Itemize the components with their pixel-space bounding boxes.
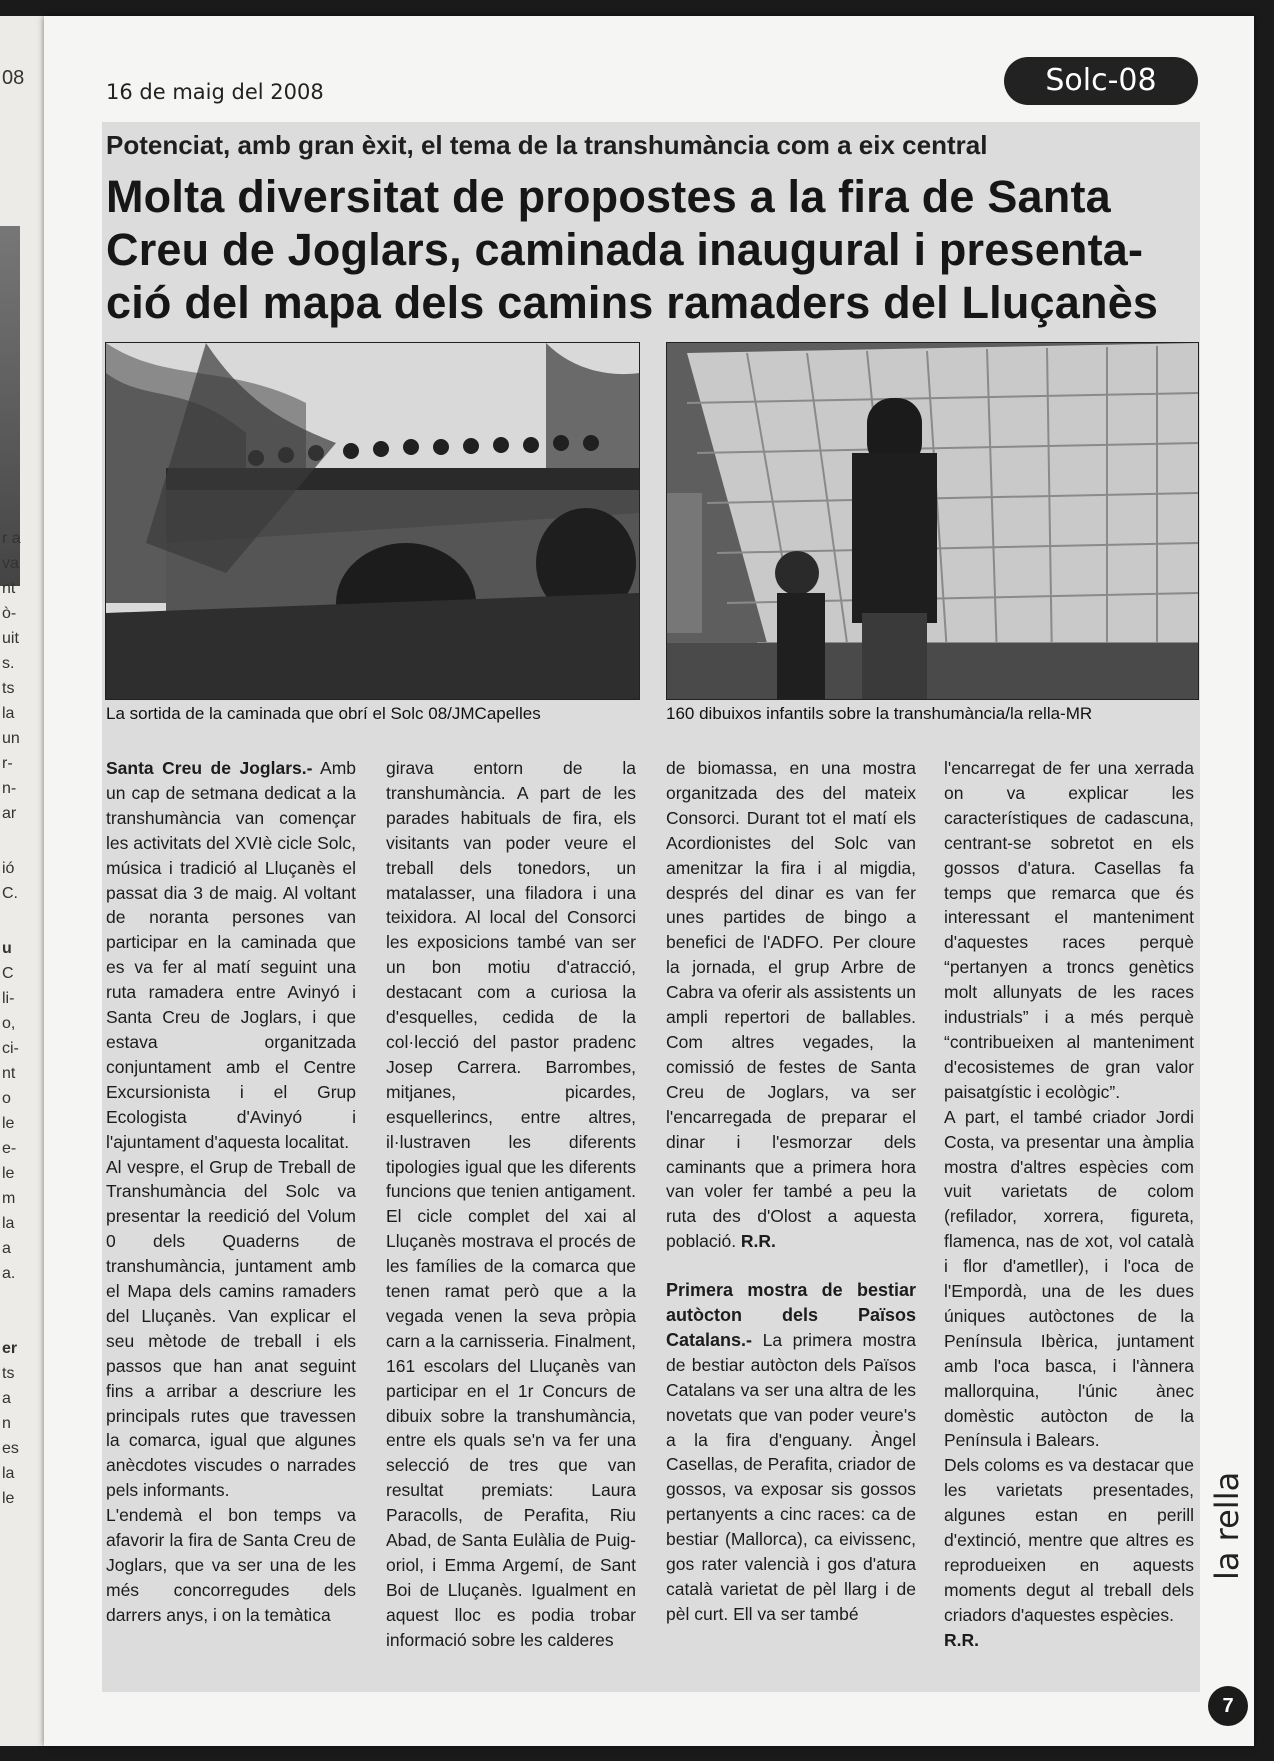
adjacent-page-fragment: C: [2, 965, 14, 982]
adjacent-page-fragment: uit: [2, 630, 19, 647]
adjacent-page-fragment: n-: [2, 780, 17, 797]
children-drawings-photo: [666, 342, 1199, 700]
adjacent-page-fragment: ió: [2, 860, 15, 877]
author-signature: R.R.: [944, 1629, 979, 1650]
adjacent-page-fragment: un: [2, 730, 20, 747]
article-paragraph: A part, el també criador Jordi Costa, va presentar una àmplia mostra d'altres espècies com vuit varietats de colom (refilador, xorrera, figureta, flamenca, nas de xot, vol català i flor d'ametller), i l'oca de l'Empordà, una de les dues úniques autòctones de la Península Ibèrica, juntament amb l'oca basca, i l'ànnera mallorquina, l'únic ànec domèstic autòcton de la Península i Balears.: [944, 1106, 1194, 1451]
adjacent-page-fragment: a: [2, 1240, 11, 1257]
dateline: Santa Creu de Joglars.-: [106, 758, 313, 778]
drawings-photo-illustration: [667, 343, 1198, 699]
adjacent-page-fragment: le: [2, 1165, 15, 1182]
article-paragraph: [944, 1628, 1194, 1653]
adjacent-page-fragment: o,: [2, 1015, 16, 1032]
article-column: [106, 756, 356, 1628]
adjacent-page-fragment: li-: [2, 990, 15, 1007]
headline-line: Molta diversitat de propostes a la fira de Santa: [106, 171, 1111, 222]
adjacent-page-fragment: e-: [2, 1140, 17, 1157]
adjacent-page-fragment: o: [2, 1090, 11, 1107]
paragraph-gap: [666, 1254, 916, 1278]
publication-brand: [1208, 1540, 1246, 1580]
bridge-photo-illustration: [106, 343, 639, 699]
issue-label-badge: Solc-08: [1004, 57, 1198, 105]
article-paragraph: L'endemà el bon temps va afavorir la fira de Santa Creu de Joglars, que va ser una de les més concorregudes dels darrers anys, i on la temàtica: [106, 1505, 356, 1625]
article-kicker: Potenciat, amb gran èxit, el tema de la transhumància com a eix central: [106, 130, 988, 160]
adjacent-page-fragment: la: [2, 1215, 15, 1232]
adjacent-page-fragment: la: [2, 1465, 15, 1482]
author-signature: R.R.: [740, 1231, 776, 1252]
adjacent-page-fragment: r-: [2, 755, 13, 772]
adjacent-page-fragment: a.: [2, 1265, 16, 1282]
issue-date: 16 de maig del 2008: [106, 80, 324, 104]
adjacent-page-fragment: le: [2, 1490, 15, 1507]
adjacent-page-fragment: n: [2, 1415, 11, 1432]
adjacent-page-fragment: er: [2, 1340, 18, 1357]
adjacent-page-fragment: ci-: [2, 1040, 19, 1057]
adjacent-page-fragment: 08: [2, 67, 25, 89]
adjacent-page-fragment: u: [2, 940, 12, 957]
adjacent-page-fragment: nt: [2, 1065, 16, 1082]
adjacent-page-fragment: va: [2, 555, 19, 572]
adjacent-page-fragment: ts: [2, 1365, 15, 1382]
bridge-walkers-photo: [105, 342, 640, 700]
photo-caption: La sortida de la caminada que obrí el Solc 08/JMCapelles: [106, 704, 541, 723]
article-paragraph: l'encarregat de fer una xerrada on va explicar les característiques de cadascuna, centrant-se sobretot en els gossos d'atura. Casellas fa temps que remarca que és interessant el manteniment d'aquestes races perquè “pertanyen a troncs genètics molt allunyats de les races industrials” i a més perquè “contribueixen al manteniment d'ecosistemes de gran valor paisatgístic i ecològic”.: [944, 758, 1194, 1102]
article-paragraph: Dels coloms es va destacar que les varietats presentades, algunes estan en perill d'extinció, mentre que altres es reprodueixen en aquests moments degut al treball dels criadors d'aquestes espècies.: [944, 1455, 1194, 1625]
adjacent-page-fragment: C.: [2, 885, 18, 902]
adjacent-page-edge: [0, 16, 44, 1746]
adjacent-page-fragment: es: [2, 1440, 19, 1457]
adjacent-page-fragment: ò-: [2, 605, 17, 622]
article-headline: [106, 170, 1186, 329]
article-column: [386, 756, 636, 1653]
paragraph-text: Amb un cap de setmana dedicat a la transhumància van començar les activitats del XVIè cicle Solc, música i tradició al Lluçanès el passat dia 3 de maig. Al voltant de noranta persones van participar en la caminada que es va fer al matí seguint una ruta ramadera entre Avinyó i Santa Creu de Joglars, i que estava organitzada conjuntament amb el Centre Excursionista i el Grup Ecologista d'Avinyó i l'ajuntament d'aquesta localitat.: [106, 758, 356, 1152]
adjacent-page-fragment: la: [2, 705, 15, 722]
article-paragraph: girava entorn de la transhumància. A part de les parades habituals de fira, els visitants van poder veure el treball dels tonedors, un matalasser, una filadora i una teixidora. Al local del Consorci les exposicions també van ser un bon motiu d'atracció, destacant com a curiosa la d'esquelles, cedida de la col·lecció del pastor pradenc Josep Carrera. Barrombes, mitjanes, picardes, esquellerincs, entre altres, il·lustraven les diferents tipologies igual que les diferents funcions que tenien antigament. El cicle complet del xai al Lluçanès mostrava el procés de les famílies de la comarca que tenen ramat però que a la vegada venen la seva pròpia carn a la carnisseria. Finalment, 161 escolars del Lluçanès van participar en el 1r Concurs de dibuix sobre la transhumància, entre els quals se'n va fer una selecció de tres que van resultat premiats: Laura Paracolls, de Perafita, Riu Abad, de Santa Eulàlia de Puig-oriol, i Emma Argemí, de Sant Boi de Lluçanès. Igualment en aquest lloc es podia trobar informació sobre les calderes: [386, 758, 636, 1650]
adjacent-page-fragment: ar: [2, 805, 17, 822]
adjacent-page-fragment: le: [2, 1115, 15, 1132]
article-paragraph: [666, 1278, 916, 1627]
headline-line: Creu de Joglars, caminada inaugural i presenta-: [106, 224, 1144, 275]
adjacent-page-fragment: r a: [2, 530, 21, 547]
adjacent-page-fragment: ts: [2, 680, 15, 697]
article-paragraph: Al vespre, el Grup de Treball de Transhumància del Solc va presentar la reedició del Volum 0 dels Quaderns de transhumància, juntament amb el Mapa dels camins ramaders del Lluçanès. Van explicar el seu mètode de treball i els passos que han anat seguint fins a arribar a descriure les principals rutes que travessen la comarca, igual que algunes anècdotes viscudes o narrades pels informants.: [106, 1156, 356, 1501]
adjacent-page-fragment: a: [2, 1390, 11, 1407]
adjacent-page-fragment: m: [2, 1190, 16, 1207]
article-column: [666, 756, 916, 1627]
paragraph-text: La primera mostra de bestiar autòcton dels Països Catalans va ser una altra de les novetats que van poder veure's a la fira d'enguany. Àngel Casellas, de Perafita, criador de gossos, va exposar sis gossos pertanyents a cinc races: ca de bestiar (Mallorca), ca eivissenc, gos rater valencià i gos d'atura català varietat de pèl llarg i de pèl curt. Ell va ser també: [666, 1329, 916, 1624]
article-paragraph: de biomassa, en una mostra organitzada des del mateix Consorci. Durant tot el matí els Acordionistes del Solc van amenitzar la fira i al migdia, després del dinar es van fer unes partides de bingo a benefici de l'ADFO. Per cloure la jornada, el grup Arbre de Cabra va oferir als assistents un ampli repertori de ballables. Com altres vegades, la comissió de festes de Santa Creu de Joglars, va ser l'encarregada de preparar el dinar i l'esmorzar dels caminants que a primera hora van voler fer també a peu la ruta des d'Olost a aquesta població. R.R.: [666, 758, 916, 1252]
page-number-badge: 7: [1208, 1686, 1248, 1726]
adjacent-page-fragment: s.: [2, 655, 15, 672]
headline-line: ció del mapa dels camins ramaders del Lluçanès: [106, 277, 1159, 328]
photo-caption: 160 dibuixos infantils sobre la transhumància/la rella-MR: [666, 704, 1093, 723]
adjacent-page-fragment: nt: [2, 580, 16, 597]
article-column: [944, 756, 1194, 1653]
section-subhead: Primera mostra de bestiar autòcton dels Països Catalans.-: [666, 1280, 916, 1350]
article-paragraph: [106, 756, 356, 1155]
